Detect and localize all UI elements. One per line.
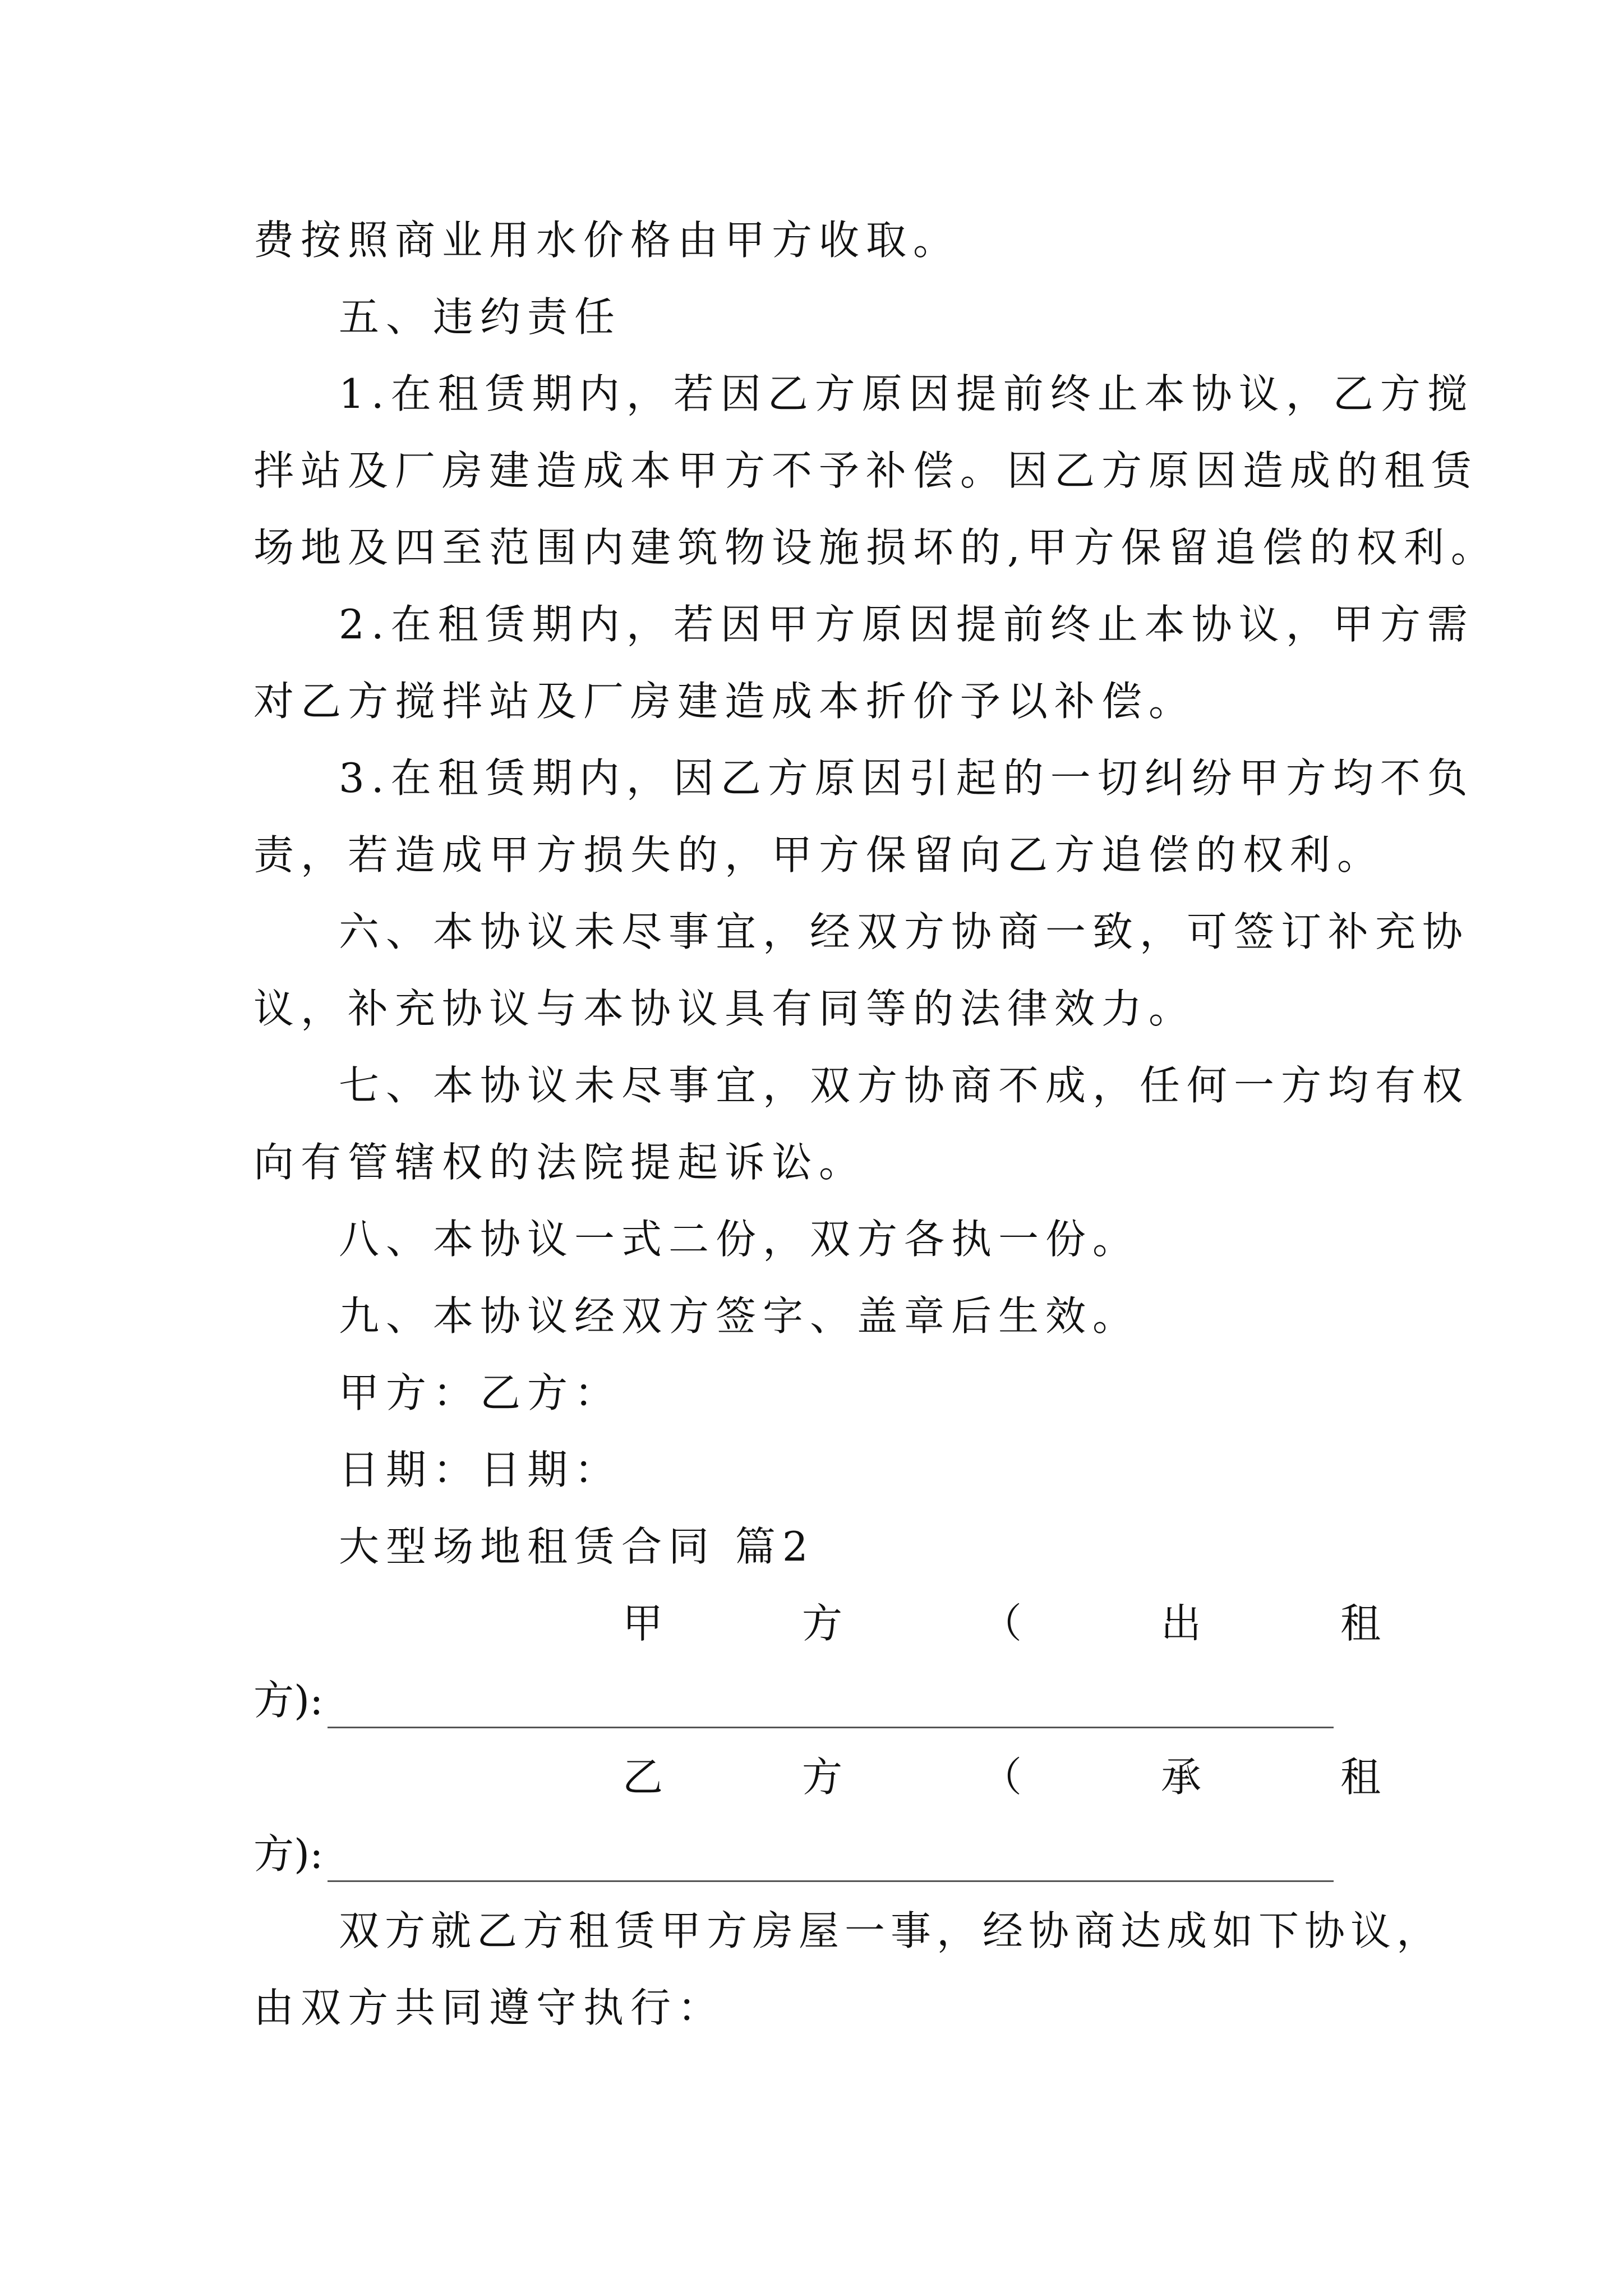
paragraph-line: 2.在租赁期内，若因甲方原因提前终止本协议，甲方需 (339, 601, 1474, 648)
section-heading-breach: 五、违约责任 (339, 293, 622, 341)
contract-title-part2: 大型场地租赁合同 篇2 (339, 1523, 815, 1570)
paragraph-line: 费按照商业用水价格由甲方收取。 (253, 217, 961, 264)
party-a-char: 甲 (623, 1600, 663, 1647)
paragraph-line: 责，若造成甲方损失的，甲方保留向乙方追偿的权利。 (253, 831, 1385, 878)
paragraph-line: 对乙方搅拌站及厂房建造成本折价予以补偿。 (253, 678, 1196, 725)
party-b-blank-line[interactable] (328, 1841, 1334, 1882)
party-a-heading (623, 1595, 1381, 1651)
party-a-label-tail: 方): (253, 1677, 324, 1724)
paragraph-line: 六、本协议未尽事宜，经双方协商一致，可签订补充协 (339, 908, 1470, 955)
party-b-char: 承 (1160, 1754, 1201, 1801)
party-a-field-row (253, 1672, 1334, 1728)
party-b-char: 租 (1340, 1754, 1381, 1801)
party-a-blank-line[interactable] (328, 1687, 1334, 1728)
paragraph-line: 3.在租赁期内，因乙方原因引起的一切纠纷甲方均不负 (339, 754, 1474, 802)
party-a-char: 租 (1340, 1600, 1381, 1647)
signature-dates: 日期：日期： (339, 1446, 622, 1493)
paragraph-line: 双方就乙方租赁甲方房屋一事，经协商达成如下协议， (339, 1907, 1443, 1954)
party-a-char: （ (981, 1600, 1022, 1647)
party-b-char: 方 (801, 1754, 842, 1801)
party-b-label-tail: 方): (253, 1830, 324, 1878)
paragraph-line: 九、本协议经双方签字、盖章后生效。 (339, 1292, 1140, 1340)
party-b-char: （ (981, 1754, 1022, 1801)
paragraph-line: 1.在租赁期内，若因乙方原因提前终止本协议，乙方搅 (339, 370, 1474, 417)
party-b-char: 乙 (623, 1754, 663, 1801)
paragraph-line: 由双方共同遵守执行： (253, 1984, 725, 2031)
paragraph-line: 八、本协议一式二份，双方各执一份。 (339, 1216, 1140, 1263)
party-a-char: 方 (801, 1600, 842, 1647)
signature-parties: 甲方：乙方： (339, 1369, 622, 1416)
paragraph-line: 拌站及厂房建造成本甲方不予补偿。因乙方原因造成的租赁 (253, 447, 1479, 494)
paragraph-line: 向有管辖权的法院提起诉讼。 (253, 1139, 866, 1186)
party-b-field-row (253, 1826, 1334, 1882)
paragraph-line: 议，补充协议与本协议具有同等的法律效力。 (253, 985, 1196, 1032)
party-a-char: 出 (1160, 1600, 1201, 1647)
paragraph-line: 七、本协议未尽事宜，双方协商不成，任何一方均有权 (339, 1062, 1470, 1109)
party-b-heading (623, 1749, 1381, 1805)
paragraph-line: 场地及四至范围内建筑物设施损坏的,甲方保留追偿的权利。 (253, 524, 1498, 571)
